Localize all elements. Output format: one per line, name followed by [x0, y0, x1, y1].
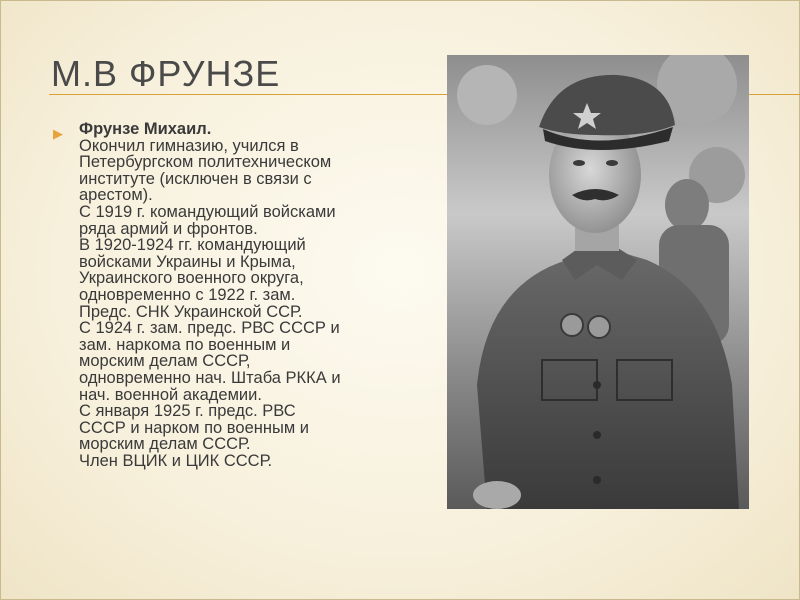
paragraph-line: В 1920-1924 гг. командующий: [79, 236, 306, 255]
paragraph-line: ряда армий и фронтов.: [79, 219, 258, 238]
paragraph-heading: Фрунзе Михаил.: [79, 120, 212, 138]
paragraph-line: С января 1925 г. предс. РВС: [79, 402, 296, 421]
paragraph-line: морским делам СССР,: [79, 352, 251, 371]
paragraph-line: Окончил гимназию, учился в: [79, 136, 299, 155]
biography-paragraph: [79, 121, 435, 469]
paragraph-line: зам. наркома по военным и: [79, 335, 291, 354]
title-underline-right: [749, 94, 800, 95]
paragraph-line: С 1919 г. командующий войсками: [79, 202, 336, 221]
paragraph-line: Член ВЦИК и ЦИК СССР.: [79, 451, 273, 470]
paragraph-line: Украинского военного округа,: [79, 269, 304, 288]
paragraph-line: Петербургском политехническом: [79, 153, 332, 172]
slide-title: М.В ФРУНЗЕ: [51, 53, 281, 94]
paragraph-line: СССР и нарком по военным и: [79, 418, 309, 437]
portrait-photo-icon: [447, 55, 749, 509]
paragraph-line: арестом).: [79, 186, 153, 205]
paragraph-line: нач. военной академии.: [79, 385, 262, 404]
small-triangle-bullet-icon: ▶: [53, 126, 63, 141]
paragraph-line: морским делам СССР.: [79, 435, 251, 454]
title-underline-left: [49, 94, 447, 95]
paragraph-line: одновременно нач. Штаба РККА и: [79, 368, 341, 387]
paragraph-line: войсками Украины и Крыма,: [79, 252, 296, 271]
paragraph-line: институте (исключен в связи с: [79, 169, 312, 188]
paragraph-line: Предс. СНК Украинской ССР.: [79, 302, 303, 321]
paragraph-line: одновременно с 1922 г. зам.: [79, 285, 296, 304]
paragraph-line: С 1924 г. зам. предс. РВС СССР и: [79, 319, 340, 338]
